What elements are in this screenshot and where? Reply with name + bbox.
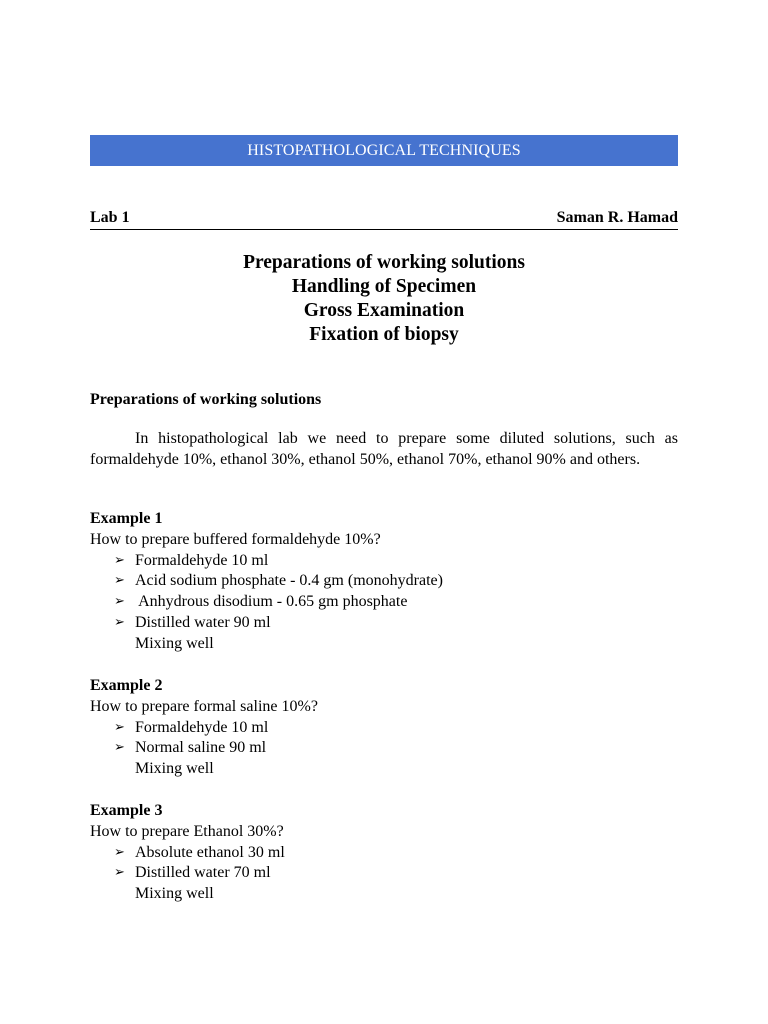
title-line: Fixation of biopsy	[309, 324, 459, 345]
intro-paragraph: In histopathological lab we need to prepare some diluted solutions, such as formaldehyde 10%, ethanol 30%, ethanol 50%, ethanol 70%, ethanol 90% and others.	[90, 430, 678, 468]
list-item	[114, 718, 678, 739]
arrow-bullet-icon: ➢	[114, 740, 125, 756]
list-item-text: Absolute ethanol 30 ml	[135, 843, 285, 861]
arrow-bullet-icon: ➢	[114, 719, 125, 735]
list-item-text: Formaldehyde 10 ml	[135, 718, 269, 736]
banner-title: HISTOPATHOLOGICAL TECHNIQUES	[247, 142, 521, 159]
list-item	[114, 738, 678, 759]
example-block	[90, 509, 678, 655]
list-item-text: Normal saline 90 ml	[135, 739, 267, 757]
arrow-bullet-icon: ➢	[114, 594, 125, 610]
list-item	[114, 863, 678, 884]
title-line: Handling of Specimen	[291, 276, 477, 297]
list-item	[114, 843, 678, 864]
list-item-text: Distilled water 70 ml	[135, 864, 271, 882]
arrow-bullet-icon: ➢	[114, 865, 125, 881]
document-titles	[90, 251, 678, 347]
ingredient-list	[90, 718, 678, 760]
title-line: Preparations of working solutions	[243, 252, 525, 273]
list-item-text: Anhydrous disodium - 0.65 gm phosphate	[135, 593, 408, 611]
example-title: Example 1	[90, 510, 163, 527]
example-note: Mixing well	[135, 760, 214, 778]
section-heading: Preparations of working solutions	[90, 391, 322, 408]
ingredient-list	[90, 843, 678, 885]
list-item	[114, 571, 678, 592]
author-name: Saman R. Hamad	[556, 209, 678, 226]
lab-number: Lab 1	[90, 209, 130, 226]
ingredient-list	[90, 551, 678, 634]
title-line: Gross Examination	[303, 300, 465, 321]
arrow-bullet-icon: ➢	[114, 844, 125, 860]
example-note: Mixing well	[135, 885, 214, 903]
arrow-bullet-icon: ➢	[114, 573, 125, 589]
arrow-bullet-icon: ➢	[114, 552, 125, 568]
example-question: How to prepare buffered formaldehyde 10%?	[90, 530, 381, 548]
lab-header-row	[90, 209, 678, 230]
example-block	[90, 676, 678, 780]
example-note: Mixing well	[135, 634, 214, 652]
example-question: How to prepare Ethanol 30%?	[90, 822, 284, 840]
document-banner	[90, 135, 678, 166]
example-title: Example 2	[90, 677, 163, 694]
example-block	[90, 801, 678, 905]
list-item-text: Formaldehyde 10 ml	[135, 551, 269, 569]
example-title: Example 3	[90, 802, 163, 819]
list-item	[114, 592, 678, 613]
example-question: How to prepare formal saline 10%?	[90, 697, 318, 715]
arrow-bullet-icon: ➢	[114, 614, 125, 630]
list-item	[114, 551, 678, 572]
list-item-text: Acid sodium phosphate - 0.4 gm (monohydrate)	[135, 572, 443, 590]
list-item-text: Distilled water 90 ml	[135, 613, 271, 631]
list-item	[114, 613, 678, 634]
